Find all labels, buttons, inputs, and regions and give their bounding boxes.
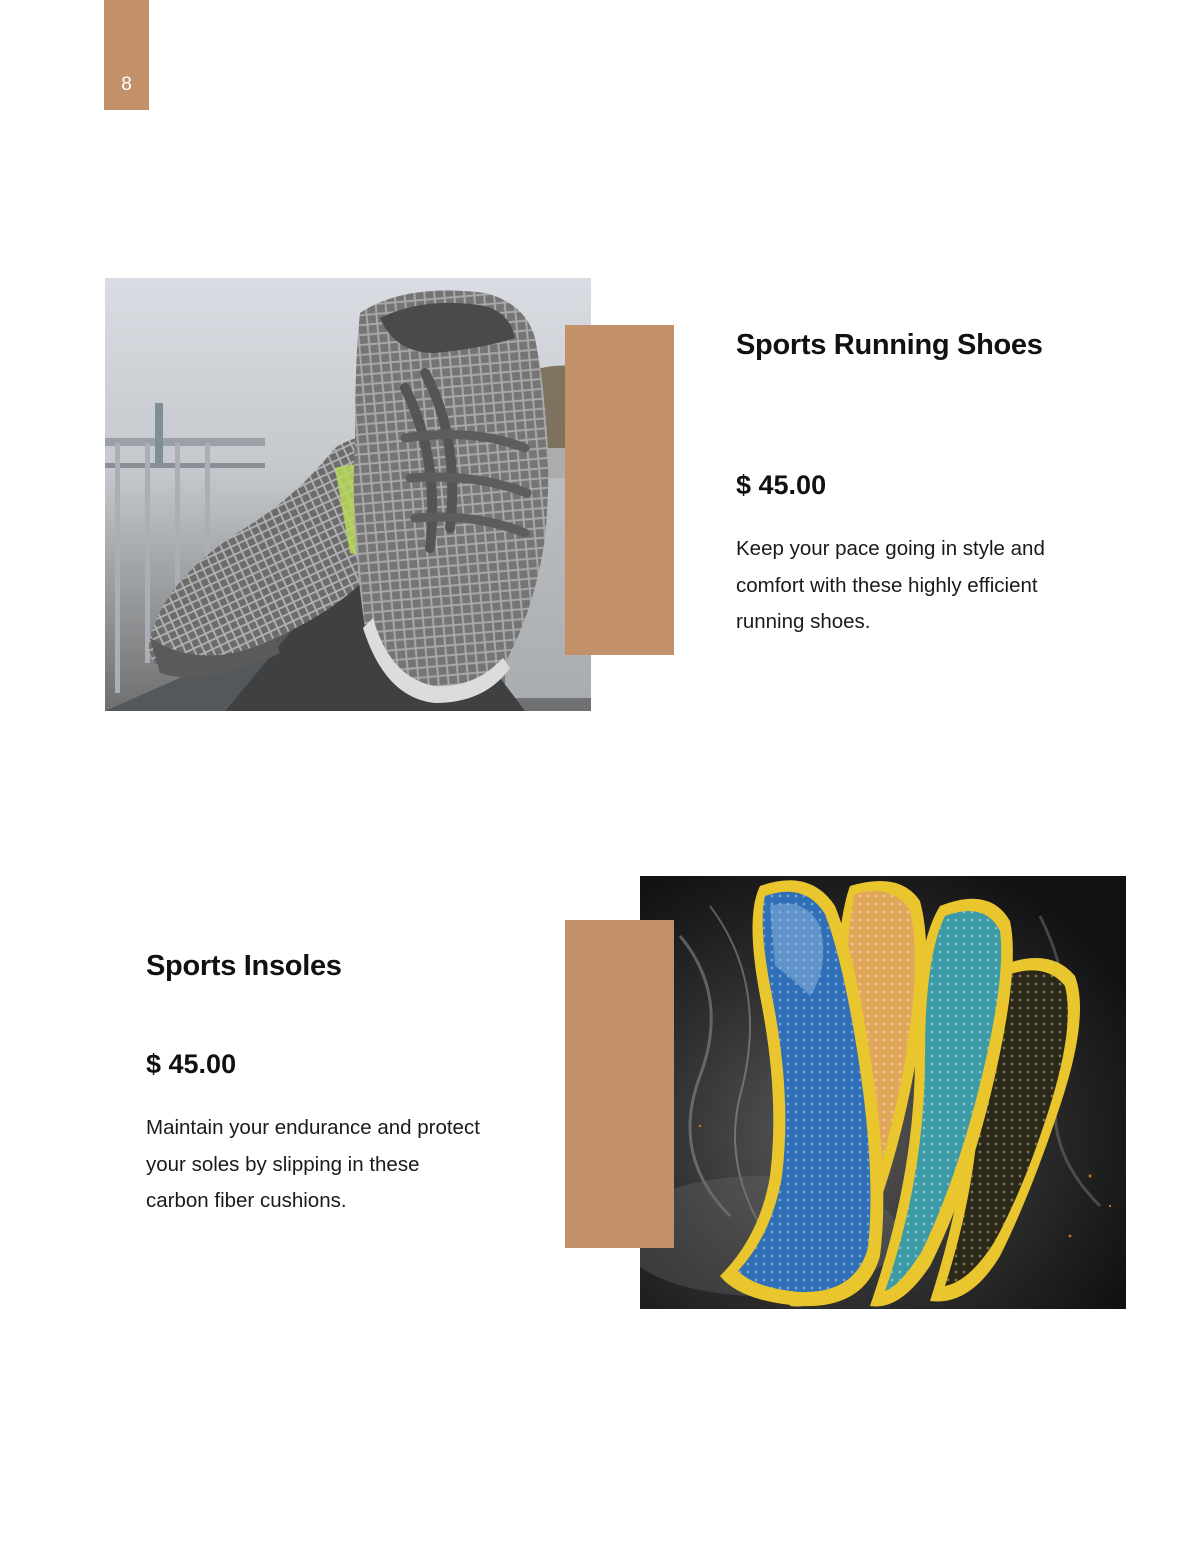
product-description: Maintain your endurance and protect your soles by slipping in these carbon fiber cushions.	[146, 1116, 480, 1212]
page-number: 8	[121, 74, 132, 95]
product-title: Sports Running Shoes	[736, 329, 1043, 361]
product-title: Sports Insoles	[146, 950, 342, 982]
product-price: $ 45.00	[146, 1049, 237, 1079]
running-shoes-photo	[105, 278, 591, 711]
page-number-tab	[104, 0, 149, 110]
insoles-photo	[640, 876, 1126, 1309]
product-price: $ 45.00	[736, 470, 827, 500]
running-shoes-accent-block	[565, 325, 674, 655]
insoles-accent-block	[565, 920, 674, 1248]
product-description: Keep your pace going in style and comfort with these highly efficient running shoes.	[736, 537, 1045, 633]
